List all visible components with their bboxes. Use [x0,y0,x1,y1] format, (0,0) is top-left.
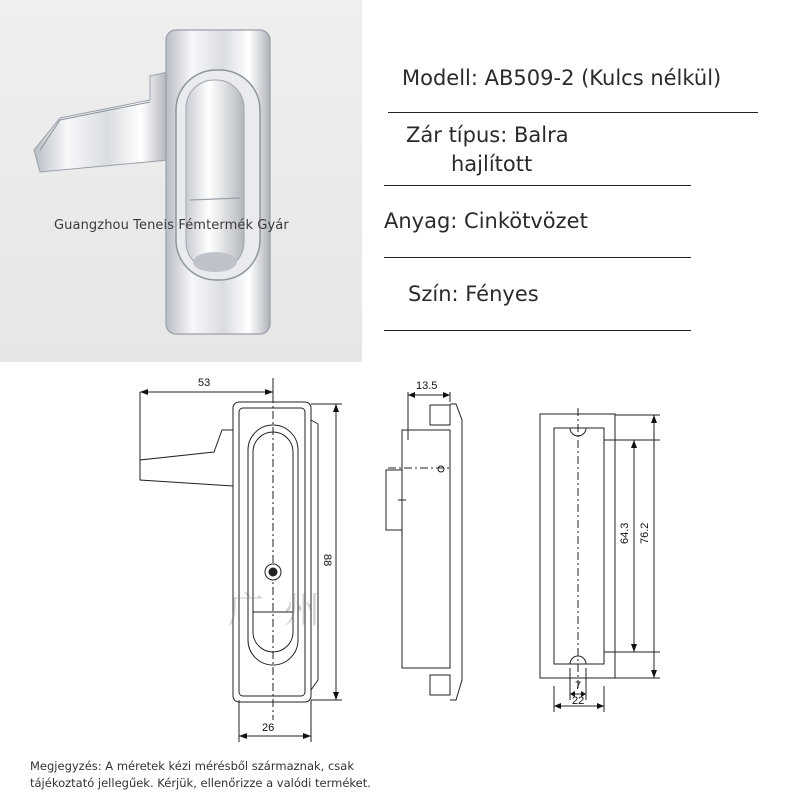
dim-inner-height: 64.3 [619,522,631,544]
photo-watermark: Guangzhou Teneis Fémtermék Gyár [54,218,289,233]
divider [384,185,691,186]
dim-width-top: 53 [198,377,211,389]
note-line-1: Megjegyzés: A méretek kézi mérésből származnak, csak [30,759,354,773]
spec-lock-type [406,121,716,179]
dim-back-width: 22 [572,695,585,707]
side-view [386,392,540,700]
technical-drawing [0,362,800,762]
divider [384,257,691,258]
disclaimer-note [30,758,410,792]
spec-color [408,280,718,309]
dim-height: 88 [321,554,333,567]
divider [384,330,691,331]
dim-slot-width: 7 [575,680,582,692]
product-photo [0,0,362,362]
front-view [140,378,342,742]
note-line-2: tájékoztató jellegűek. Kérjük, ellenőrizze a valódi terméket. [30,776,371,790]
spec-model [402,64,722,93]
spec-lock-type-label: Zár típus: Balra [406,123,569,147]
spec-material-label: Anyag: Cinkötvözet [384,209,588,233]
divider [388,112,758,113]
spec-lock-type-label2: hajlított [451,152,533,176]
dim-side-depth: 13.5 [416,380,438,392]
back-view [540,408,660,712]
spec-color-label: Szín: Fényes [408,282,539,306]
spec-model-label: Modell: AB509-2 (Kulcs nélkül) [402,66,722,90]
lock-photo-illustration [0,0,362,362]
faint-watermark: 广州 [228,590,341,631]
spec-material [384,207,694,236]
dim-outer-height: 76.2 [639,522,651,544]
dim-width-bottom: 26 [262,722,275,734]
